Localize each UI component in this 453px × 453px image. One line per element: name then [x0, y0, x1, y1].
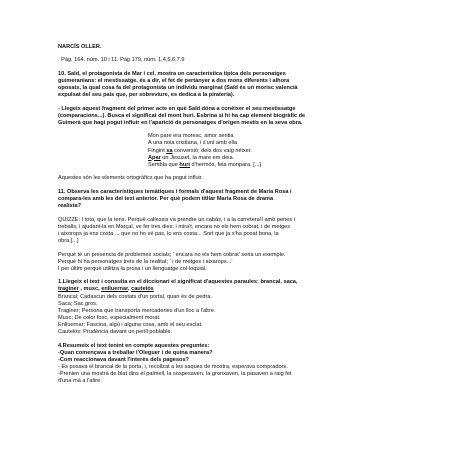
question-10: 10. Saïd, el protagonista de Mar i cel, mostra un característica típica dels personatges guimeranians: el mestissatge, és a dir, el fet de pertànyer a dos mons diferents i alhora oposats, la qual cosa fa del protagonista un individu marginat (Saïd és un morisc valencià expulsat del seu país que, per sobreviure, es dedica a la pirateria). — [58, 70, 298, 98]
poem-fragment — [148, 133, 395, 168]
definition: Brancal; Cadascun dels costats d'un portal, quan és de pedra. — [58, 293, 213, 300]
poem-line: Sembla que huri d'hermós, feia monpara. [...] — [148, 161, 262, 168]
question-4-section — [58, 343, 395, 386]
question-4-sub: -Com reaccionava davant l'interès dels pagesos? — [58, 356, 189, 363]
question-4-sub: -Quan començava a treballar l'Oleguer i de quina manera? — [58, 349, 213, 356]
poem-line: Apar un Jesuset, la mare em deia. — [148, 154, 235, 161]
poem-line: A una noia cristiana, i s'uní amb ella — [148, 140, 238, 147]
question-10-task: - Llegeix aquest fragment del primer acte en què Saïd dóna a conèixer el seu mestissatge (comparacions...). Busca el significat del mont huri. Esbrina si hi ha cap element biogràfic de Guimerà que hagi pogut influir en l'aparició de personatges d'origen mestís en la seva obra. — [58, 105, 306, 126]
definition: Enlluernar; Fascina, algú i alguna cosa, amb el seu esclat. — [58, 321, 203, 328]
quizze-quote: QUIZZE: I tota, que la tens. Perquè callessis va prendre un cabàs, i a la carretera!I amb penes i treballs, i ajudant-la en Marçal, ve fer tres dies; i mira't, encara no els hem cobrat, i de metges i aixorops ja ens costa ... que no ho sé pas, lo ens costa... Sort que ja s'ha posat bona, la obra.[...] — [58, 216, 295, 244]
poem-line: Fingint sa conversió; dels dos vaig néixer. — [148, 147, 252, 154]
definition: Cautelós; Prudència davant un perill poblable. — [58, 329, 173, 335]
definition: Musc; De color fosc, especialment morat. — [58, 314, 161, 321]
definition: Traginer; Persona que transporta mercaderies d'un lloc a l'altre. — [58, 307, 216, 314]
question-1-words: traginer , musc, enlluernar, cautelós — [58, 286, 154, 293]
answer-line: -Prenien una mostra de blat dins el palmell, la sospesaven, la gronxaven, la pasaven a raig fet — [58, 370, 292, 377]
author-heading: NARCÍS OLLER. — [58, 44, 102, 50]
vocabulary-section — [58, 279, 395, 336]
page-references: . Pàg. 164, núm. 10 i 11. Pàg 179, núm. 1,4,5,6,7,9 — [58, 57, 185, 64]
answer-line: d'una mà a l'altre. — [58, 378, 102, 385]
question-11: 11. Observa les característiques temàtiques i formals d'aquest fragment de Maria Rosa i compara-les amb les del text anterior. Per què podem titllar Maria Rosa de drama realista? — [58, 188, 292, 210]
question-4: 4.Resumeix el text tenint en compte aquestes preguntes: — [58, 342, 210, 349]
answer-line: - Es posava el brancal de la porta, i, recollzat a les saques de mostra, esperava compradors. — [58, 363, 288, 370]
question-1: 1.Llegeix el text i consulta en el diccionari el significat d'aquestes paraules: brancal, saca, — [58, 279, 298, 286]
poem-line: Mon pare era moresc, amor sentia — [148, 133, 234, 140]
definition: Saca; Sac gros. — [58, 300, 98, 307]
realism-answer: Perquè té un presencia de problemes socials; ' encara no els hem cobrat' seria un exemple. Perquè hi ha personatges trets de la realitat; ' i de metges i aixarops...' I per últim perquè utilitza la prosa i un llenguatge col·loquial. — [58, 251, 286, 272]
orthographic-note: Aquestes són les elements ortogràfics que ha pogut influir. — [58, 175, 203, 182]
